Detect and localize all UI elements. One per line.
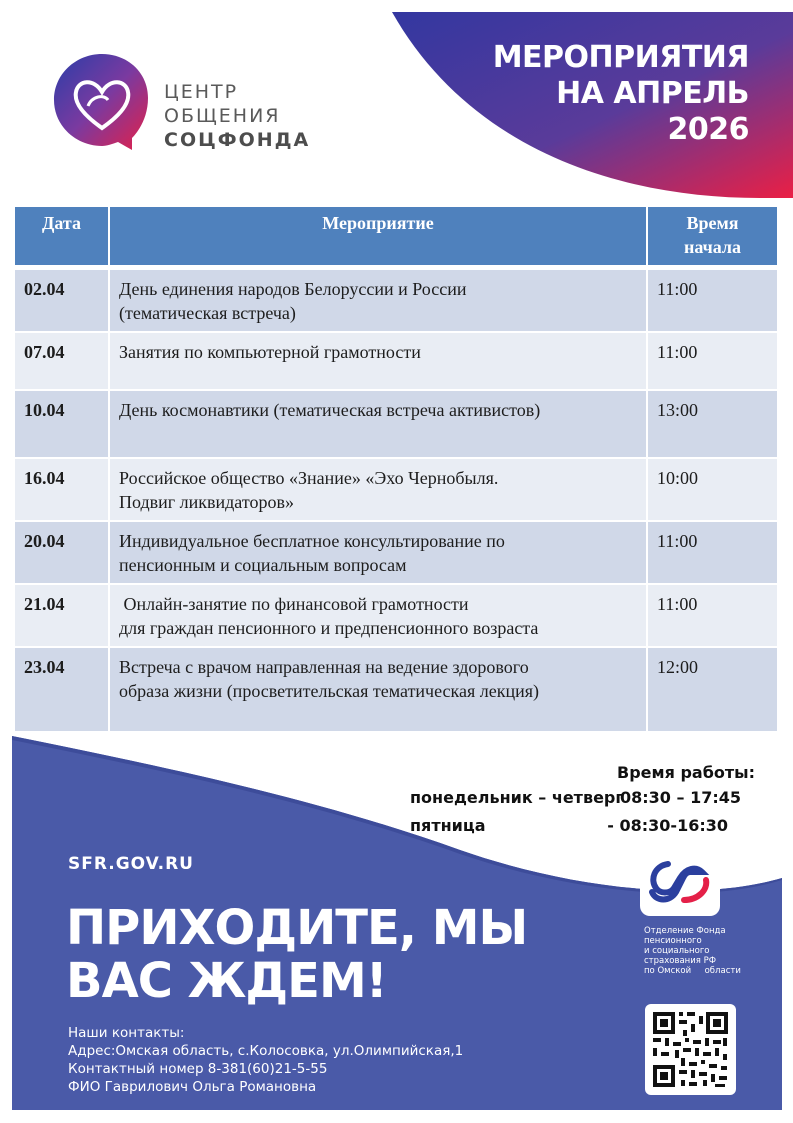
row-date: 07.04 [15,332,109,390]
table-row [15,521,777,584]
contacts-person: ФИО Гаврилович Ольга Романовна [68,1079,317,1095]
table-row [15,390,777,458]
row-event [109,647,647,731]
row-date: 10.04 [15,390,109,458]
working-hours-title: Время работы: [617,763,755,782]
row-event [109,332,647,390]
page-title [429,40,749,148]
row-date: 21.04 [15,584,109,647]
row-event-line: Онлайн-занятие по финансовой грамотности [119,594,469,614]
weekdays-label: понедельник – четверг [410,788,624,807]
column-header-time-line-1: Время [686,213,739,233]
contacts-address: Адрес:Омская область, с.Колосовка, ул.Олимпийская,1 [68,1043,464,1059]
working-hours [410,762,755,840]
table-row [15,269,777,332]
weekdays-value: 08:30 – 17:45 [620,788,741,807]
row-event-line: Занятия по компьютерной грамотности [119,342,421,362]
sfr-caption-line: страхования РФ [644,956,717,966]
row-event-line: Подвиг ликвидаторов» [119,492,294,512]
qr-code-icon[interactable] [645,1004,736,1095]
table-row [15,332,777,390]
row-event-line: День космонавтики (тематическая встреча активистов) [119,400,541,420]
row-event [109,269,647,332]
table-row [15,458,777,521]
working-hours-weekdays [410,784,755,812]
friday-label: пятница [410,816,486,835]
row-event-line: для граждан пенсионного и предпенсионного возраста [119,618,539,638]
row-date: 02.04 [15,269,109,332]
title-line-1: МЕРОПРИЯТИЯ [492,40,749,75]
row-time: 11:00 [647,332,777,390]
friday-value: - 08:30-16:30 [607,816,728,835]
brand-logo [52,52,332,162]
row-date: 23.04 [15,647,109,731]
row-time: 11:00 [647,269,777,332]
logo-line-1: ЦЕНТР [164,81,239,103]
row-time: 13:00 [647,390,777,458]
column-header-date: Дата [15,207,109,265]
sfr-caption-line: пенсионного [644,936,702,946]
heart-speech-bubble-icon [52,52,152,152]
contacts-block [68,1024,588,1096]
row-event-line: образа жизни (просветительская тематическая лекция) [119,681,540,701]
row-event-line: День единения народов Белоруссии и России [119,279,467,299]
row-date: 20.04 [15,521,109,584]
sfr-caption-line: и социального [644,946,710,956]
sfr-caption [644,926,754,976]
row-time: 11:00 [647,584,777,647]
column-header-event: Мероприятие [109,207,647,265]
row-event-line: Встреча с врачом направленная на ведение здорового [119,657,529,677]
logo-wordmark [164,80,310,152]
contacts-title: Наши контакты: [68,1025,185,1041]
column-header-time [647,207,777,265]
row-event-line: Российское общество «Знание» «Эхо Чернобыля. [119,468,499,488]
row-event-line: пенсионным и социальным вопросам [119,555,407,575]
row-event-line: Индивидуальное бесплатное консультирование по [119,531,505,551]
website-link[interactable]: SFR.GOV.RU [68,854,194,874]
table-row [15,647,777,731]
row-event-line: (тематическая встреча) [119,303,296,323]
qr-code-graphic [645,1004,736,1095]
title-line-2: НА АПРЕЛЬ [556,76,749,111]
working-hours-friday [410,812,755,840]
row-time: 12:00 [647,647,777,731]
slogan-line-1: ПРИХОДИТЕ, МЫ [66,900,528,956]
slogan [66,902,586,1008]
title-line-3: 2026 [667,112,749,147]
sfr-caption-line: по Омской области [644,966,741,976]
events-table [15,207,777,731]
slogan-line-2: ВАС ЖДЕМ! [66,953,387,1009]
row-time: 10:00 [647,458,777,521]
row-event [109,458,647,521]
logo-line-2: ОБЩЕНИЯ [164,105,281,127]
row-time: 11:00 [647,521,777,584]
row-event [109,521,647,584]
row-date: 16.04 [15,458,109,521]
row-event [109,390,647,458]
sfr-logo-icon [640,850,720,916]
row-event [109,584,647,647]
column-header-time-line-2: начала [683,237,742,257]
table-row [15,584,777,647]
sfr-caption-line: Отделение Фонда [644,926,726,936]
contacts-phone: Контактный номер 8-381(60)21-5-55 [68,1061,328,1077]
logo-line-3: СОЦФОНДА [164,129,311,151]
